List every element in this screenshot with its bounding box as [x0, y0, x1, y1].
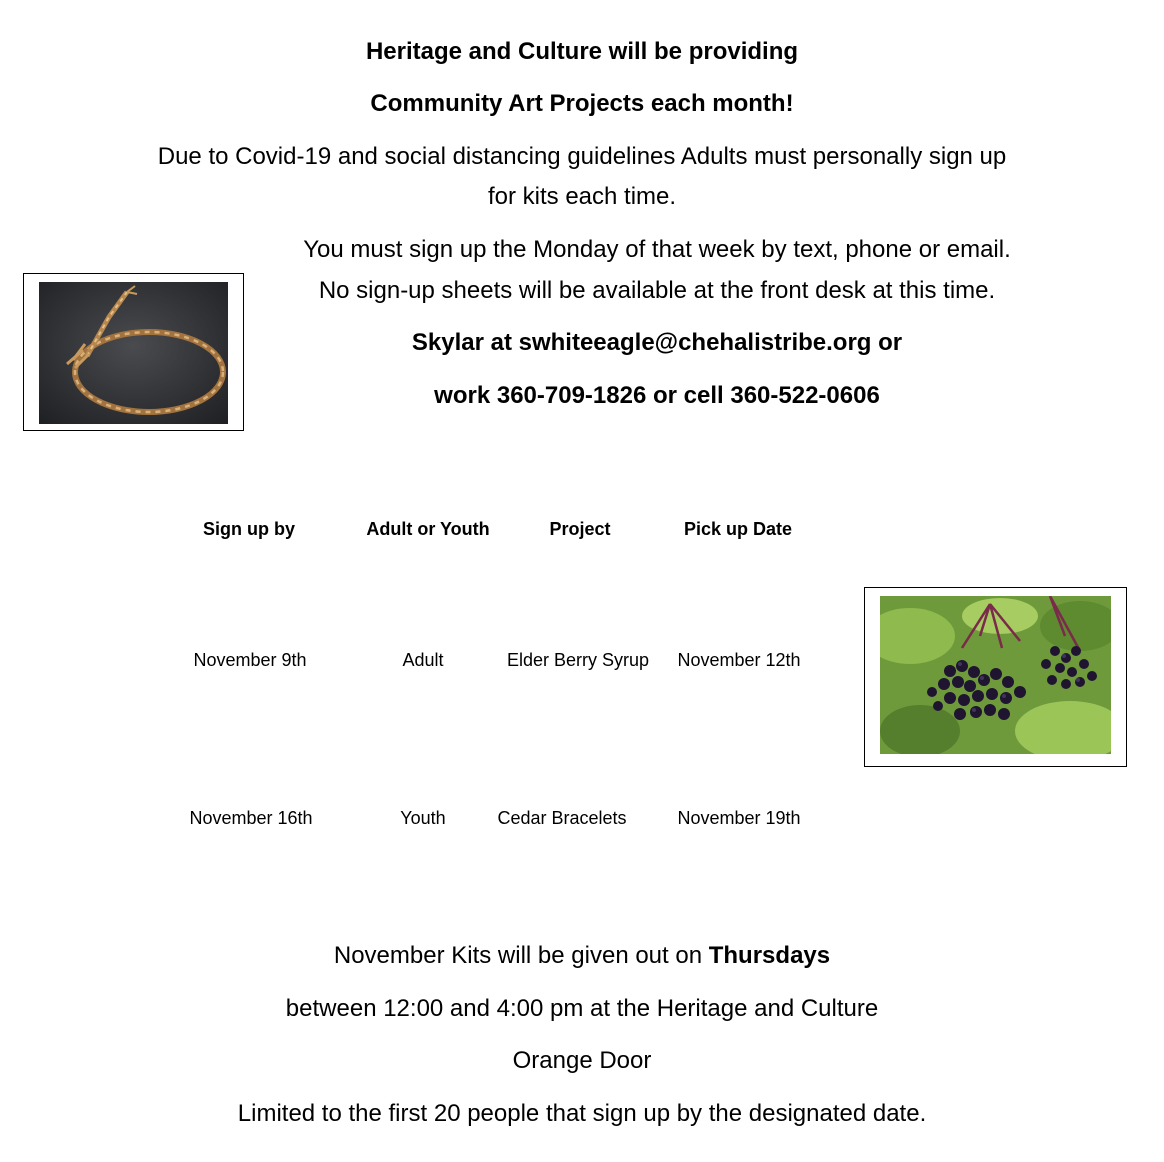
table-cell-project-row2: Cedar Bracelets: [497, 808, 627, 828]
column-header-project: Project: [549, 519, 611, 539]
title-line-2: Community Art Projects each month!: [370, 90, 794, 117]
intro-line-2: for kits each time.: [487, 183, 677, 210]
table-cell-pickup-row1: November 12th: [677, 650, 801, 670]
cedar-bracelet-image: [39, 282, 228, 424]
kits-distribution-line: [0, 942, 1164, 970]
distribution-location-line: Orange Door: [512, 1047, 652, 1074]
column-header-adult-or-youth: Adult or Youth: [366, 519, 490, 539]
signup-line-2: No sign-up sheets will be available at the front desk at this time.: [318, 277, 996, 304]
kits-distribution-prefix: November Kits will be given out on: [333, 942, 709, 969]
intro-line-1: Due to Covid-19 and social distancing guidelines Adults must personally sign up: [157, 143, 1007, 170]
distribution-day: Thursdays: [708, 942, 831, 969]
signup-line-1: You must sign up the Monday of that week by text, phone or email.: [303, 236, 1011, 263]
column-header-pick-up-date: Pick up Date: [683, 519, 793, 539]
table-cell-signup-row2: November 16th: [189, 808, 313, 828]
table-cell-group-row2: Youth: [400, 808, 446, 828]
title-line-1: Heritage and Culture will be providing: [365, 38, 799, 65]
elderberry-photo: [864, 587, 1127, 767]
cedar-bracelet-photo: [23, 273, 244, 431]
table-cell-pickup-row2: November 19th: [677, 808, 801, 828]
distribution-time-line: between 12:00 and 4:00 pm at the Heritage and Culture: [285, 995, 879, 1022]
contact-line-2: work 360-709-1826 or cell 360-522-0606: [434, 382, 880, 409]
column-header-sign-up-by: Sign up by: [203, 519, 295, 539]
elderberry-image: [880, 596, 1111, 754]
table-cell-group-row1: Adult: [402, 650, 444, 670]
table-cell-project-row1: Elder Berry Syrup: [506, 650, 650, 670]
contact-line-1: Skylar at swhiteeagle@chehalistribe.org or: [411, 329, 903, 356]
table-cell-signup-row1: November 9th: [193, 650, 307, 670]
limit-notice-line: Limited to the first 20 people that sign up by the designated date.: [237, 1100, 927, 1127]
